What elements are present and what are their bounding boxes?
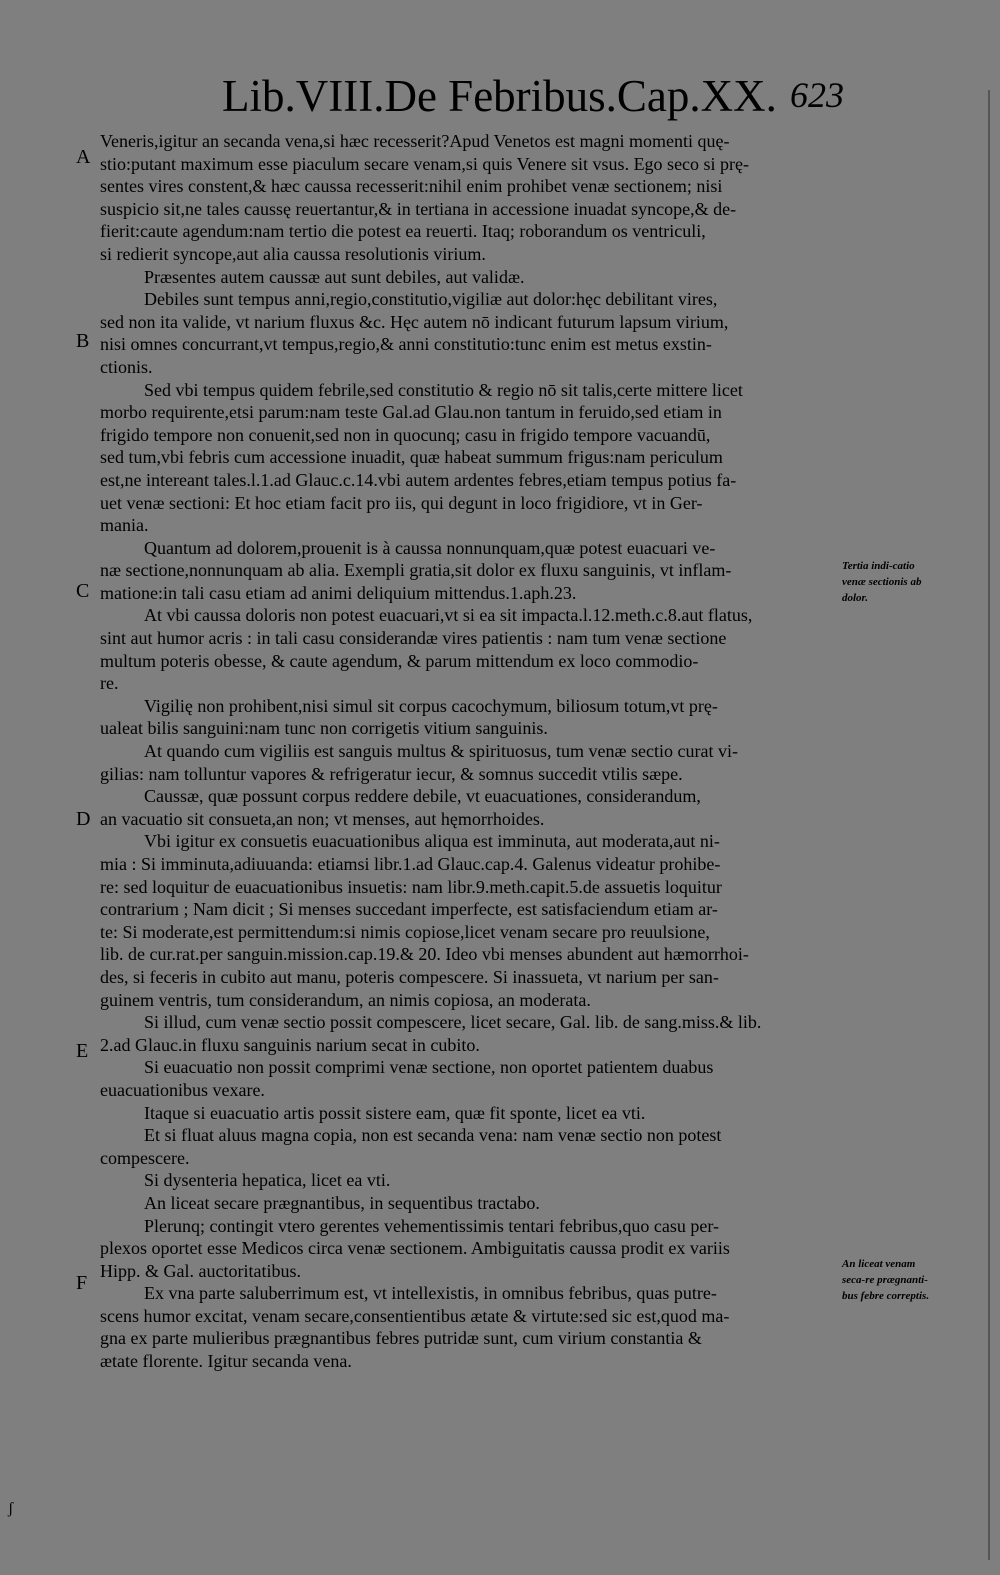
text-line: Sed vbi tempus quidem febrile,sed constitutio & regio nō sit talis,certe mittere licet xyxy=(144,379,743,400)
section-letter-e: E xyxy=(76,1040,89,1062)
text-line: Ex vna parte saluberrimum est, vt intellexistis, in omnibus febribus, quas putre- xyxy=(144,1283,717,1304)
text-line: guinem ventris, tum considerandum, an nimis copiosa, an moderata. xyxy=(100,989,591,1010)
text-line: At vbi caussa doloris non potest euacuari,vt si ea sit impacta.l.12.meth.c.8.aut flatus, xyxy=(144,605,753,626)
text-line: sentes vires constent,& hæc caussa recesserit:nihil enim prohibet venæ sectionem; nisi xyxy=(100,176,723,197)
text-line: contrarium ; Nam dicit ; Si menses succedant imperfecte, est satisfaciendum etiam ar- xyxy=(100,899,718,920)
text-line: An liceat secare prægnantibus, in sequentibus tractabo. xyxy=(144,1192,540,1213)
text-line: matione:in tali casu etiam ad animi deliquium mittendus.1.aph.23. xyxy=(100,582,577,603)
text-line: des, si feceris in cubito aut manu, poteris compescere. Si inassueta, vt narium per san- xyxy=(100,966,719,987)
marginal-note-tertia-indicatio: Tertia indi-catio venæ sectionis ab dolor. xyxy=(842,560,922,604)
ink-speck-mark: ʃ xyxy=(8,1500,14,1517)
text-line: scens humor excitat, venam secare,consentientibus ætate & virtute:sed sic est,quod ma- xyxy=(100,1305,730,1326)
running-title: Lib.VIII.De Febribus.Cap.XX. xyxy=(222,71,777,121)
text-line: næ sectione,nonnunquam ab alia. Exempli gratia,sit dolor ex fluxu sanguinis, vt inflam- xyxy=(100,560,732,581)
text-line: ualeat bilis sanguini:nam tunc non corrigetis vitium sanguinis. xyxy=(100,718,548,739)
text-line: morbo requirente,etsi parum:nam teste Gal.ad Glau.non tantum in feruido,sed etiam in xyxy=(100,402,722,423)
text-line: Si dysenteria hepatica, licet ea vti. xyxy=(144,1170,391,1191)
text-line: te: Si moderate,est permittendum:si nimis copiose,licet venam secare pro reuulsione, xyxy=(100,921,710,942)
text-line: mania. xyxy=(100,515,149,536)
page-edge-line xyxy=(988,90,990,1560)
marginal-note-an-liceat: An liceat venam seca-re prægnanti-bus febre correptis. xyxy=(842,1258,930,1302)
text-line: est,ne intereant tales.l.1.ad Glauc.c.14.vbi autem ardentes febres,etiam tempus potius fa- xyxy=(100,469,737,490)
text-line: Præsentes autem caussæ aut sunt debiles, aut validæ. xyxy=(144,266,525,287)
text-line: sed tum,vbi febris cum accessione inuadit, quæ habeat summum frigus:nam periculum xyxy=(100,447,723,468)
text-line: 2.ad Glauc.in fluxu sanguinis narium secat in cubito. xyxy=(100,1034,480,1055)
text-line: plexos oportet esse Medicos circa venæ sectionem. Ambiguitatis caussa prodit ex variis xyxy=(100,1238,730,1259)
text-line: At quando cum vigiliis est sanguis multus & spirituosus, tum venæ sectio curat vi- xyxy=(144,741,738,762)
section-letter-a: A xyxy=(76,146,91,168)
text-line: Caussæ, quæ possunt corpus reddere debile, vt euacuationes, considerandum, xyxy=(144,786,701,807)
text-line: ætate florente. Igitur secanda vena. xyxy=(100,1351,352,1372)
text-line: sint aut humor acris : in tali casu considerandæ vires patientis : nam tum venæ sectione xyxy=(100,628,727,649)
text-line: Itaque si euacuatio artis possit sistere eam, quæ fit sponte, licet ea vti. xyxy=(144,1102,646,1123)
text-line: Si illud, cum venæ sectio possit compescere, licet secare, Gal. lib. de sang.miss.& lib. xyxy=(144,1012,762,1033)
text-line: compescere. xyxy=(100,1147,190,1168)
text-line: suspicio sit,ne tales caussę reuertantur,& in tertiana in accessione inuadat syncope,& de- xyxy=(100,198,737,219)
section-letter-d: D xyxy=(76,808,91,830)
text-line: ctionis. xyxy=(100,356,153,377)
text-line: sed non ita valide, vt narium fluxus &c. Hęc autem nō indicant futurum lapsum virium, xyxy=(100,311,729,332)
page-number: 623 xyxy=(790,75,844,115)
text-line: nisi omnes concurrant,vt tempus,regio,& anni constitutio:tunc enim est metus exstin- xyxy=(100,334,712,355)
text-line: stio:putant maximum esse piaculum secare venam,si quis Venere sit vsus. Ego seco si prę- xyxy=(100,153,750,174)
text-line: Et si fluat aluus magna copia, non est secanda vena: nam venæ sectio non potest xyxy=(144,1125,722,1146)
section-letter-f: F xyxy=(76,1272,88,1294)
text-line: Debiles sunt tempus anni,regio,constitutio,vigiliæ aut dolor:hęc debilitant vires, xyxy=(144,289,718,310)
text-line: Hipp. & Gal. auctoritatibus. xyxy=(100,1260,301,1281)
text-line: re. xyxy=(100,673,119,694)
text-line: frigido tempore non conuenit,sed non in quocunq; casu in frigido tempore vacuandū, xyxy=(100,424,711,445)
text-line: si redierit syncope,aut alia caussa resolutionis virium. xyxy=(100,243,486,264)
text-line: gilias: nam tolluntur vapores & refrigeratur iecur, & somnus succedit vtilis sæpe. xyxy=(100,763,683,784)
body-text xyxy=(100,130,840,1373)
text-line: Vigilię non prohibent,nisi simul sit corpus cacochymum, biliosum totum,vt prę- xyxy=(144,695,718,716)
section-letter-b: B xyxy=(76,330,90,352)
text-line: Si euacuatio non possit comprimi venæ sectione, non oportet patientem duabus xyxy=(144,1057,714,1078)
text-line: gna ex parte mulieribus prægnantibus febres putridæ sunt, cum virium constantia & xyxy=(100,1328,702,1349)
text-line: Veneris,igitur an secanda vena,si hæc recesserit?Apud Venetos est magni momenti quę- xyxy=(100,131,730,151)
text-line: fierit:caute agendum:nam tertio die potest ea reuerti. Itaq; roborandum os ventriculi, xyxy=(100,221,706,242)
text-line: mia : Si imminuta,adiuuanda: etiamsi libr.1.ad Glauc.cap.4. Galenus videatur prohibe- xyxy=(100,854,721,874)
text-line: Vbi igitur ex consuetis euacuationibus aliqua est imminuta, aut moderata,aut ni- xyxy=(144,831,720,852)
text-line: an vacuatio sit consueta,an non; vt menses, aut hęmorrhoides. xyxy=(100,808,545,829)
text-line: uet venæ sectioni: Et hoc etiam facit pro iis, qui degunt in loco frigidiore, vt in Ger- xyxy=(100,492,703,513)
text-line: re: sed loquitur de euacuationibus insuetis: nam libr.9.meth.capit.5.de assuetis loquitur xyxy=(100,876,722,897)
section-letter-c: C xyxy=(76,580,90,602)
text-line: Plerunq; contingit vtero gerentes vehementissimis tentari febribus,quo casu per- xyxy=(144,1215,719,1236)
text-line: Quantum ad dolorem,prouenit is à caussa nonnunquam,quæ potest euacuari ve- xyxy=(144,537,716,558)
text-line: multum poteris obesse, & caute agendum, & parum mittendum ex loco commodio- xyxy=(100,650,699,671)
text-line: euacuationibus vexare. xyxy=(100,1079,265,1100)
text-line: lib. de cur.rat.per sanguin.mission.cap.19.& 20. Ideo vbi menses abundent aut hæmorrhoi- xyxy=(100,944,749,965)
